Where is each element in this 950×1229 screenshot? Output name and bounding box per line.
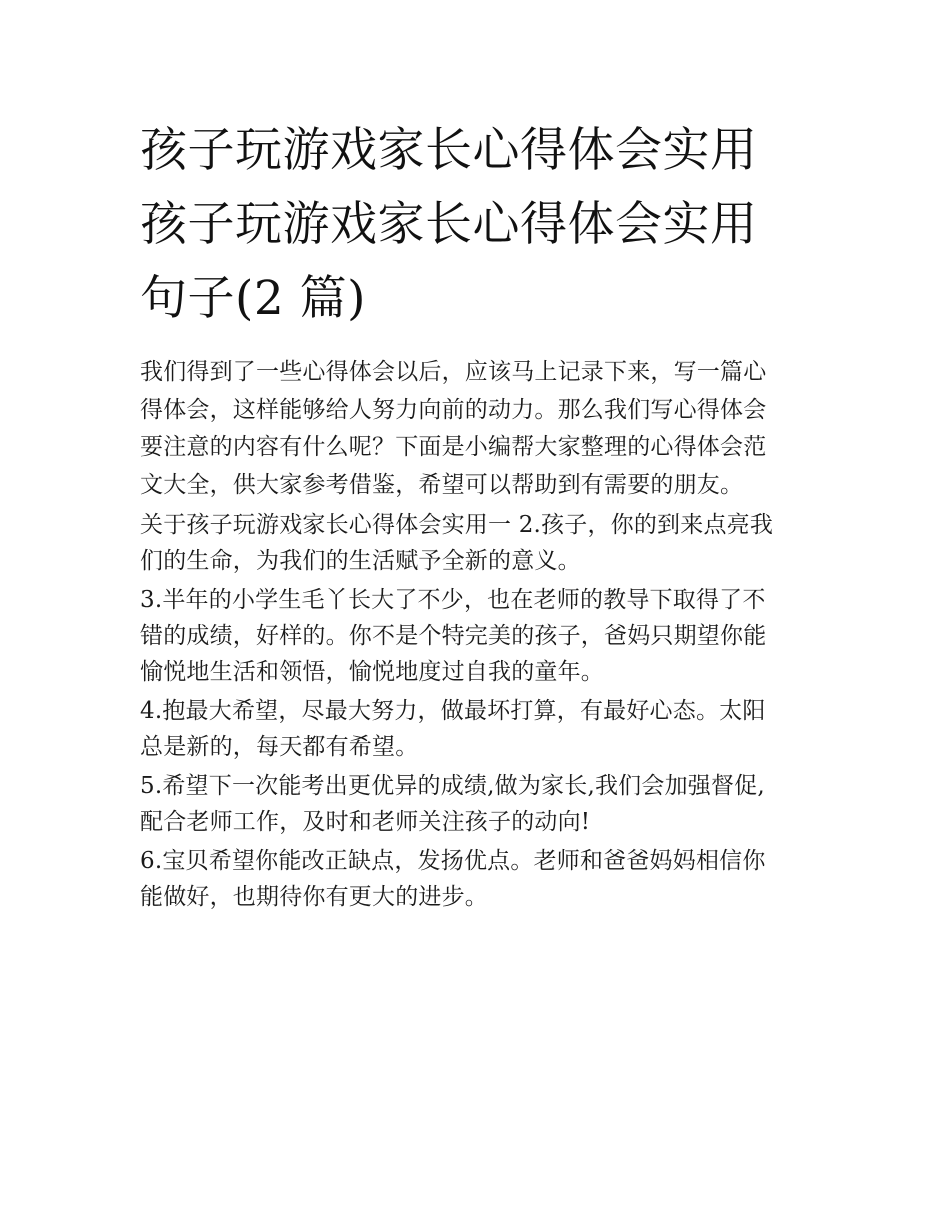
document-title xyxy=(140,114,812,336)
text-line: 错的成绩，好样的。你不是个特完美的孩子，爸妈只期望你能 xyxy=(140,623,767,649)
title-line: 句子(2 篇) xyxy=(140,271,367,326)
body-paragraph xyxy=(140,843,812,915)
title-line: 孩子玩游戏家长心得体会实用 xyxy=(140,123,758,178)
text-line: 要注意的内容有什么呢？下面是小编帮大家整理的心得体会范 xyxy=(140,434,767,460)
text-line: 总是新的，每天都有希望。 xyxy=(140,734,419,760)
document-body xyxy=(140,114,812,915)
text-line: 配合老师工作，及时和老师关注孩子的动向! xyxy=(140,809,591,835)
text-line: 3.半年的小学生毛丫长大了不少，也在老师的教导下取得了不 xyxy=(140,587,766,613)
text-line: 们的生命，为我们的生活赋予全新的意义。 xyxy=(140,548,581,574)
body-paragraph xyxy=(140,582,812,690)
text-line: 5.希望下一次能考出更优异的成绩,做为家长,我们会加强督促, xyxy=(140,773,765,799)
text-line: 能做好，也期待你有更大的进步。 xyxy=(140,884,488,910)
text-line: 文大全，供大家参考借鉴，希望可以帮助到有需要的朋友。 xyxy=(140,471,744,498)
text-line: 得体会，这样能够给人努力向前的动力。那么我们写心得体会 xyxy=(140,396,767,423)
text-line: 6.宝贝希望你能改正缺点，发扬优点。老师和爸爸妈妈相信你 xyxy=(140,848,766,874)
body-paragraph xyxy=(140,768,812,840)
body-paragraph xyxy=(140,507,812,579)
text-line: 关于孩子玩游戏家长心得体会实用一 2.孩子，你的到来点亮我 xyxy=(140,512,774,538)
body-paragraph xyxy=(140,693,812,765)
text-line: 4.抱最大希望，尽最大努力，做最坏打算，有最好心态。太阳 xyxy=(140,698,766,724)
text-line: 我们得到了一些心得体会以后，应该马上记录下来，写一篇心 xyxy=(140,359,767,385)
intro-paragraph xyxy=(140,354,812,504)
text-line: 愉悦地生活和领悟，愉悦地度过自我的童年。 xyxy=(140,659,604,685)
title-line: 孩子玩游戏家长心得体会实用 xyxy=(140,197,758,252)
